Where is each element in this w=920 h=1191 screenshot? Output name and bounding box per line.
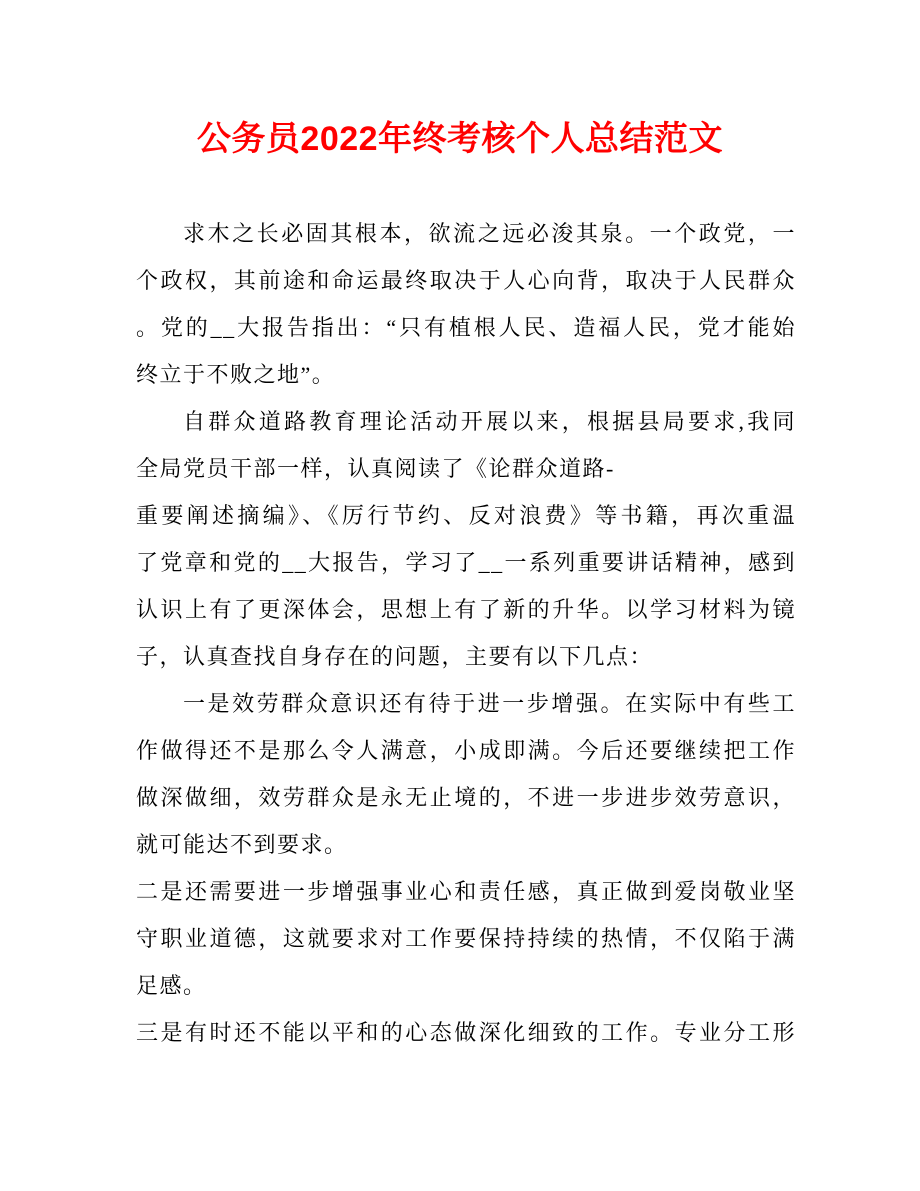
text-line: 二是还需要进一步增强事业心和责任感，真正做到爱岗敬业坚 xyxy=(136,879,796,904)
text-line: 终立于不败之地”。 xyxy=(136,362,336,387)
text-line: 全局党员干部一样，认真阅读了《论群众道路- xyxy=(136,456,615,481)
text-line: 认识上有了更深体会，思想上有了新的升华。以学习材料为镜 xyxy=(136,597,796,622)
document-title: 公务员2022年终考核个人总结范文 xyxy=(196,120,724,158)
text-line: 子，认真查找自身存在的问题，主要有以下几点： xyxy=(136,644,654,669)
text-line: 作做得还不是那么令人满意，小成即满。今后还要继续把工作 xyxy=(136,738,796,763)
text-line: 一是效劳群众意识还有待于进一步增强。在实际中有些工 xyxy=(183,691,796,716)
text-line: 求木之长必固其根本，欲流之远必浚其泉。一个政党，一 xyxy=(183,221,796,246)
text-line: 了党章和党的__大报告，学习了__一系列重要讲话精神，感到 xyxy=(136,550,796,575)
text-line: 自群众道路教育理论活动开展以来，根据县局要求,我同 xyxy=(183,409,796,434)
text-line: 就可能达不到要求。 xyxy=(136,832,348,857)
text-line: 守职业道德，这就要求对工作要保持持续的热情，不仅陷于满 xyxy=(136,926,796,951)
text-line: 三是有时还不能以平和的心态做深化细致的工作。专业分工形 xyxy=(136,1020,796,1045)
document-body xyxy=(136,210,796,1056)
text-line: 做深做细，效劳群众是永无止境的，不进一步进步效劳意识， xyxy=(136,785,796,810)
text-line: 重要阐述摘编》、《厉行节约、反对浪费》等书籍，再次重温 xyxy=(136,503,796,528)
text-line: 。党的__大报告指出：“只有植根人民、造福人民，党才能始 xyxy=(136,315,796,340)
text-line: 足感。 xyxy=(136,973,207,998)
text-line: 个政权，其前途和命运最终取决于人心向背，取决于人民群众 xyxy=(136,268,796,293)
